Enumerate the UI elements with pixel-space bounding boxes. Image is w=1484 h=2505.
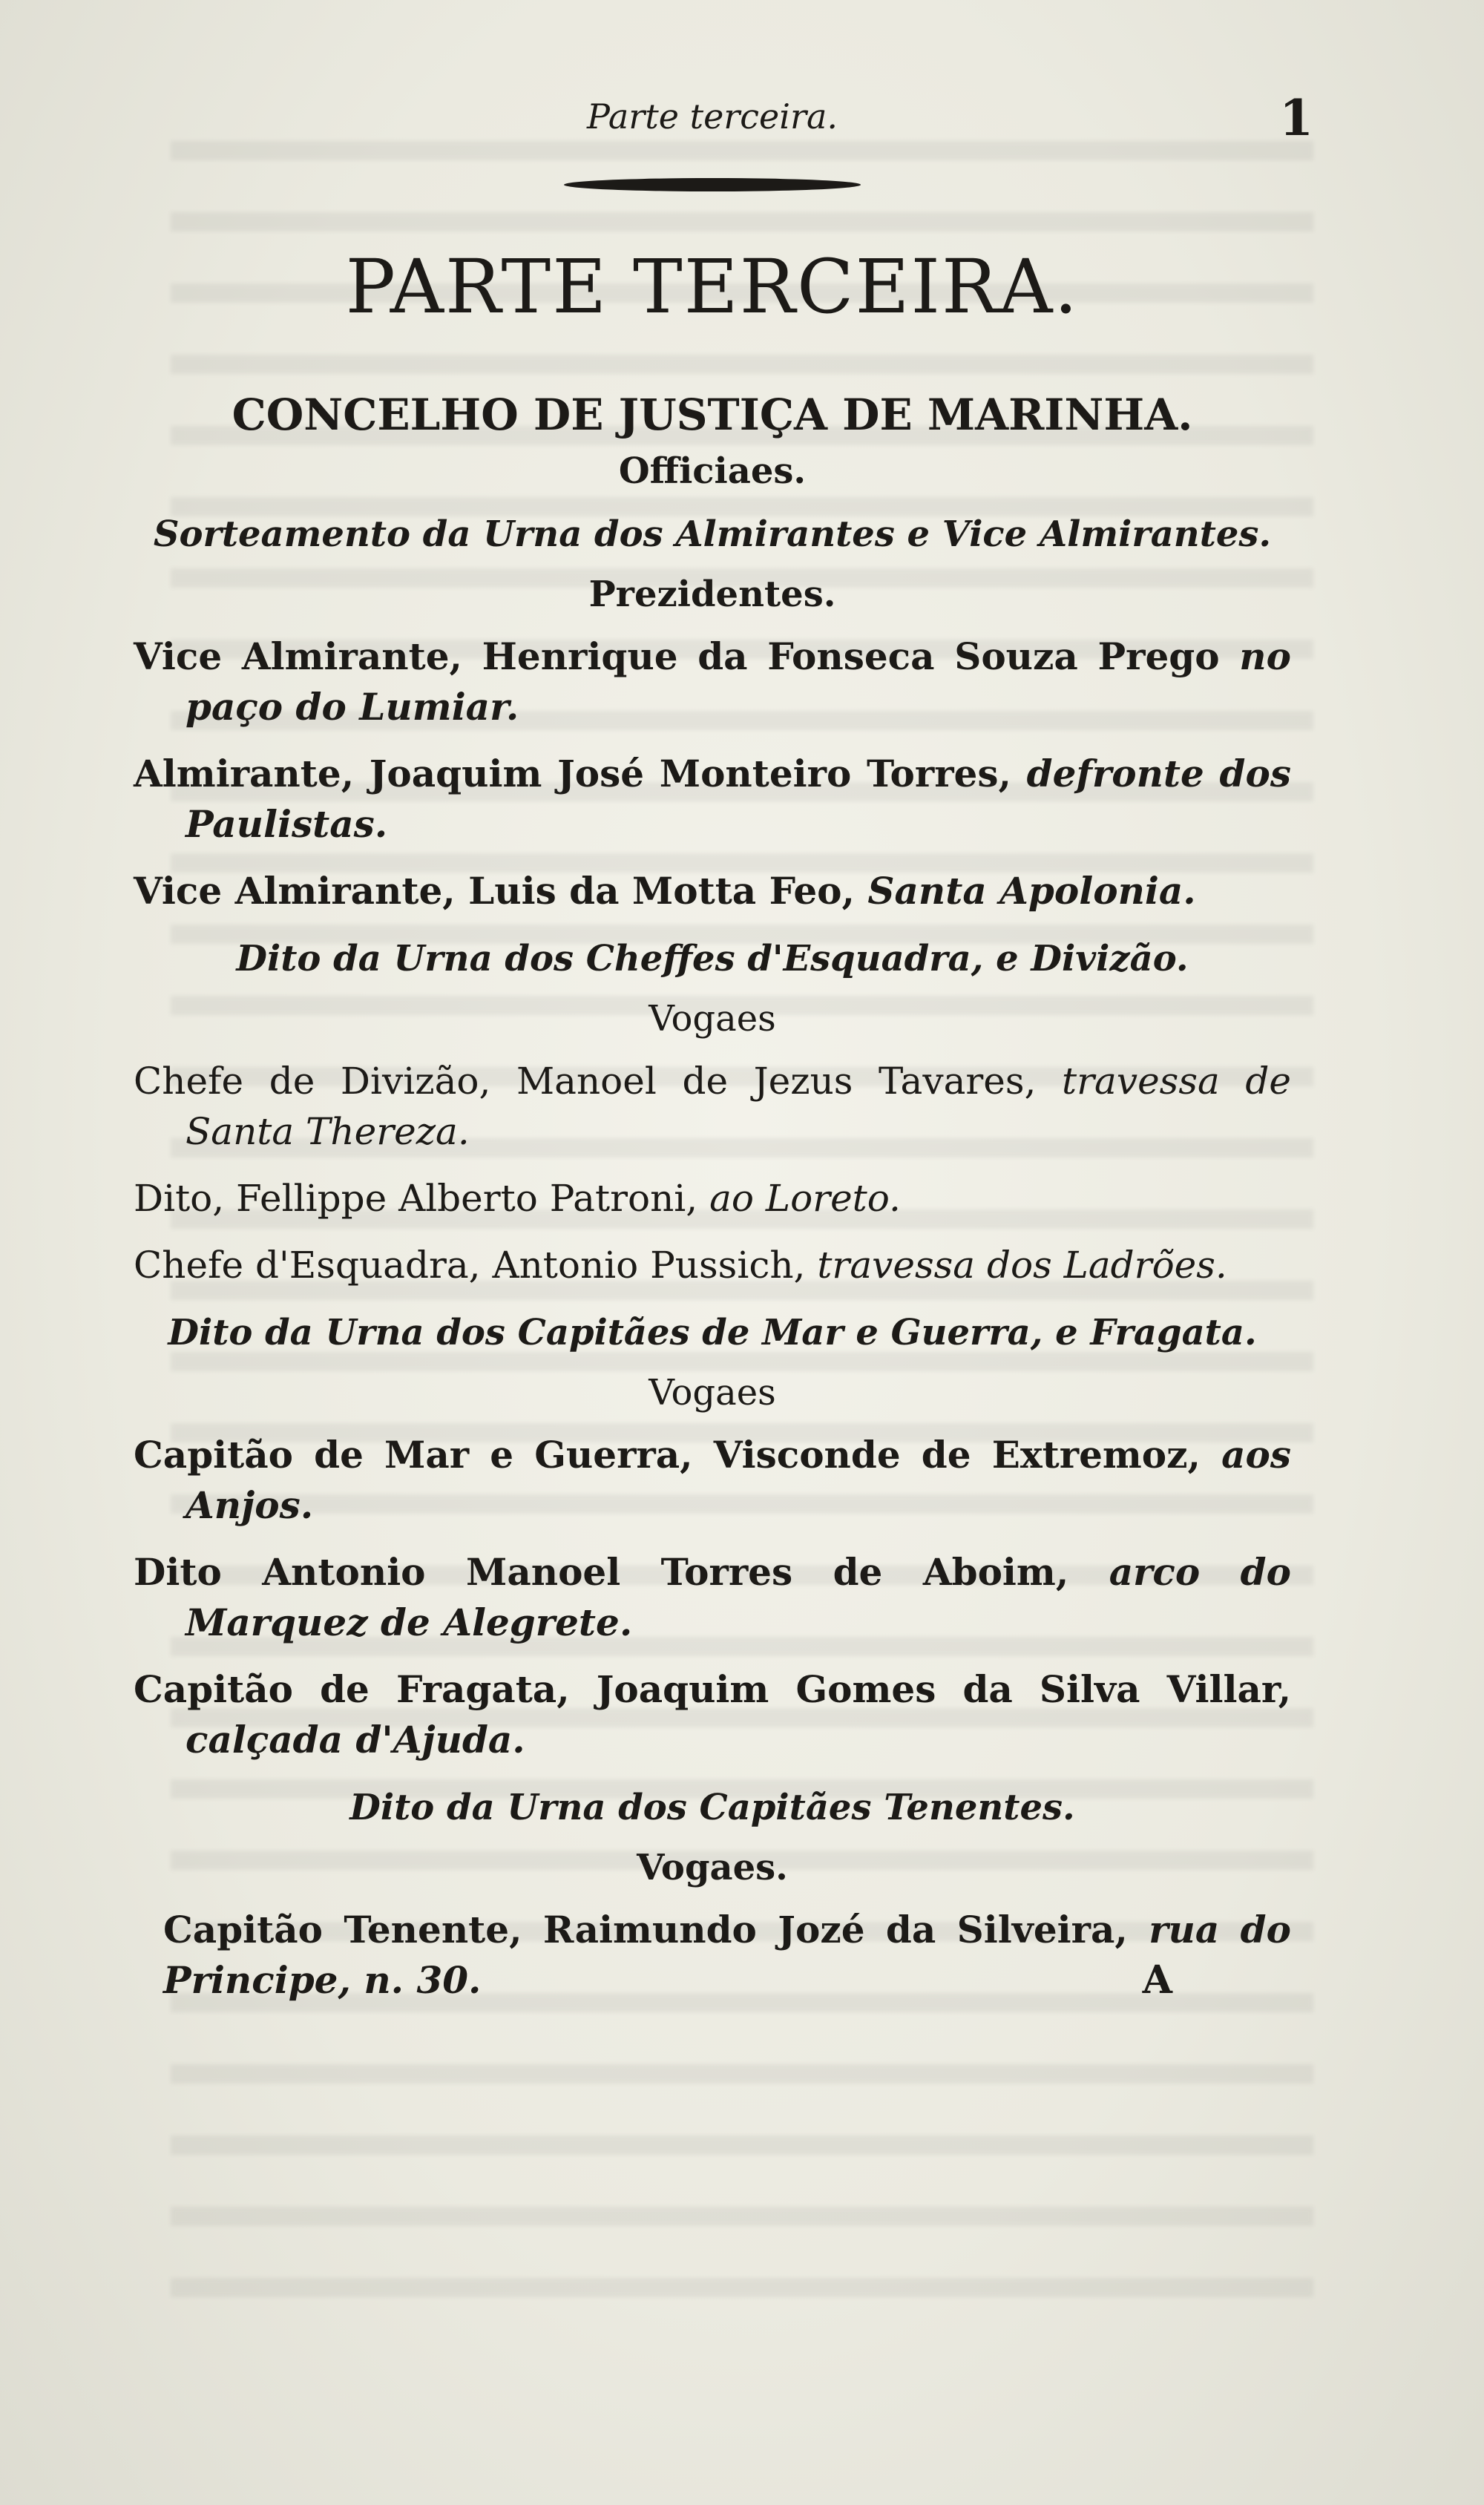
entry-name: Almirante, Joaquim José Monteiro Torres,: [134, 752, 1011, 795]
member-entry: [134, 1664, 1291, 1765]
member-entry: [134, 1240, 1291, 1290]
president-entry: [134, 866, 1291, 916]
vogaes-heading: Vogaes.: [637, 1847, 788, 1888]
squadron-urn-heading: Dito da Urna dos Cheffes d'Esquadra, e Divizão.: [236, 938, 1189, 979]
entry-location: travessa dos Ladrões.: [817, 1244, 1227, 1287]
running-header: [134, 89, 1313, 156]
presidents-heading: Prezidentes.: [588, 574, 836, 615]
entry-location: rua do Principe, n. 30.: [163, 1908, 1291, 2002]
entry-name: Capitão de Fragata, Joaquim Gomes da Silva Villar,: [134, 1667, 1291, 1711]
member-entry: [134, 1173, 1291, 1224]
member-entry: [134, 1056, 1291, 1157]
page-text-block: [134, 89, 1313, 2006]
entry-name: Vice Almirante, Henrique da Fonseca Souza Prego: [134, 634, 1220, 678]
member-entry: [134, 1547, 1291, 1648]
entry-location: travessa de Santa Thereza.: [186, 1060, 1291, 1153]
captains-urn-heading: Dito da Urna dos Capitães de Mar e Guerra, e Fragata.: [168, 1312, 1257, 1353]
entry-name: Chefe de Divizão, Manoel de Jezus Tavares,: [134, 1060, 1037, 1103]
vogaes-heading: Vogaes: [649, 1372, 776, 1414]
entry-name: Capitão Tenente, Raimundo Jozé da Silveira,: [163, 1908, 1128, 1951]
entry-name: Dito Antonio Manoel Torres de Aboim,: [134, 1550, 1069, 1594]
entry-location: defronte dos Paulistas.: [186, 752, 1291, 846]
entry-location: aos Anjos.: [186, 1433, 1291, 1527]
member-entry: [134, 1430, 1291, 1531]
entry-location: arco do Marquez de Alegrete.: [186, 1550, 1291, 1644]
entry-name: Capitão de Mar e Guerra, Visconde de Extremoz,: [134, 1433, 1201, 1477]
vogaes-heading: Vogaes: [649, 998, 776, 1040]
ornamental-rule: [564, 178, 861, 191]
president-entry: [134, 631, 1291, 732]
member-entry: [134, 1905, 1291, 2006]
entry-location: no paço do Lumiar.: [186, 634, 1291, 729]
section-title: CONCELHO DE JUSTIÇA DE MARINHA.: [232, 390, 1193, 440]
entry-name: Dito, Fellippe Alberto Patroni,: [134, 1177, 698, 1220]
draw-heading: Sorteamento da Urna dos Almirantes e Vice Almirantes.: [153, 513, 1272, 555]
page-number: 1: [1279, 89, 1313, 147]
entry-location: ao Loreto.: [709, 1177, 901, 1220]
page-title: PARTE TERCEIRA.: [345, 243, 1080, 330]
lieutenants-urn-heading: Dito da Urna dos Capitães Tenentes.: [349, 1787, 1075, 1828]
running-head: Parte terceira.: [586, 96, 838, 137]
entry-name: Chefe d'Esquadra, Antonio Pussich,: [134, 1244, 806, 1287]
signature-mark: A: [1142, 1957, 1172, 2003]
president-entry: [134, 749, 1291, 850]
entry-location: calçada d'Ajuda.: [186, 1718, 525, 1762]
officials-heading: Officiaes.: [618, 450, 807, 492]
entry-name: Vice Almirante, Luis da Motta Feo,: [134, 869, 855, 913]
entry-location: Santa Apolonia.: [867, 869, 1196, 913]
